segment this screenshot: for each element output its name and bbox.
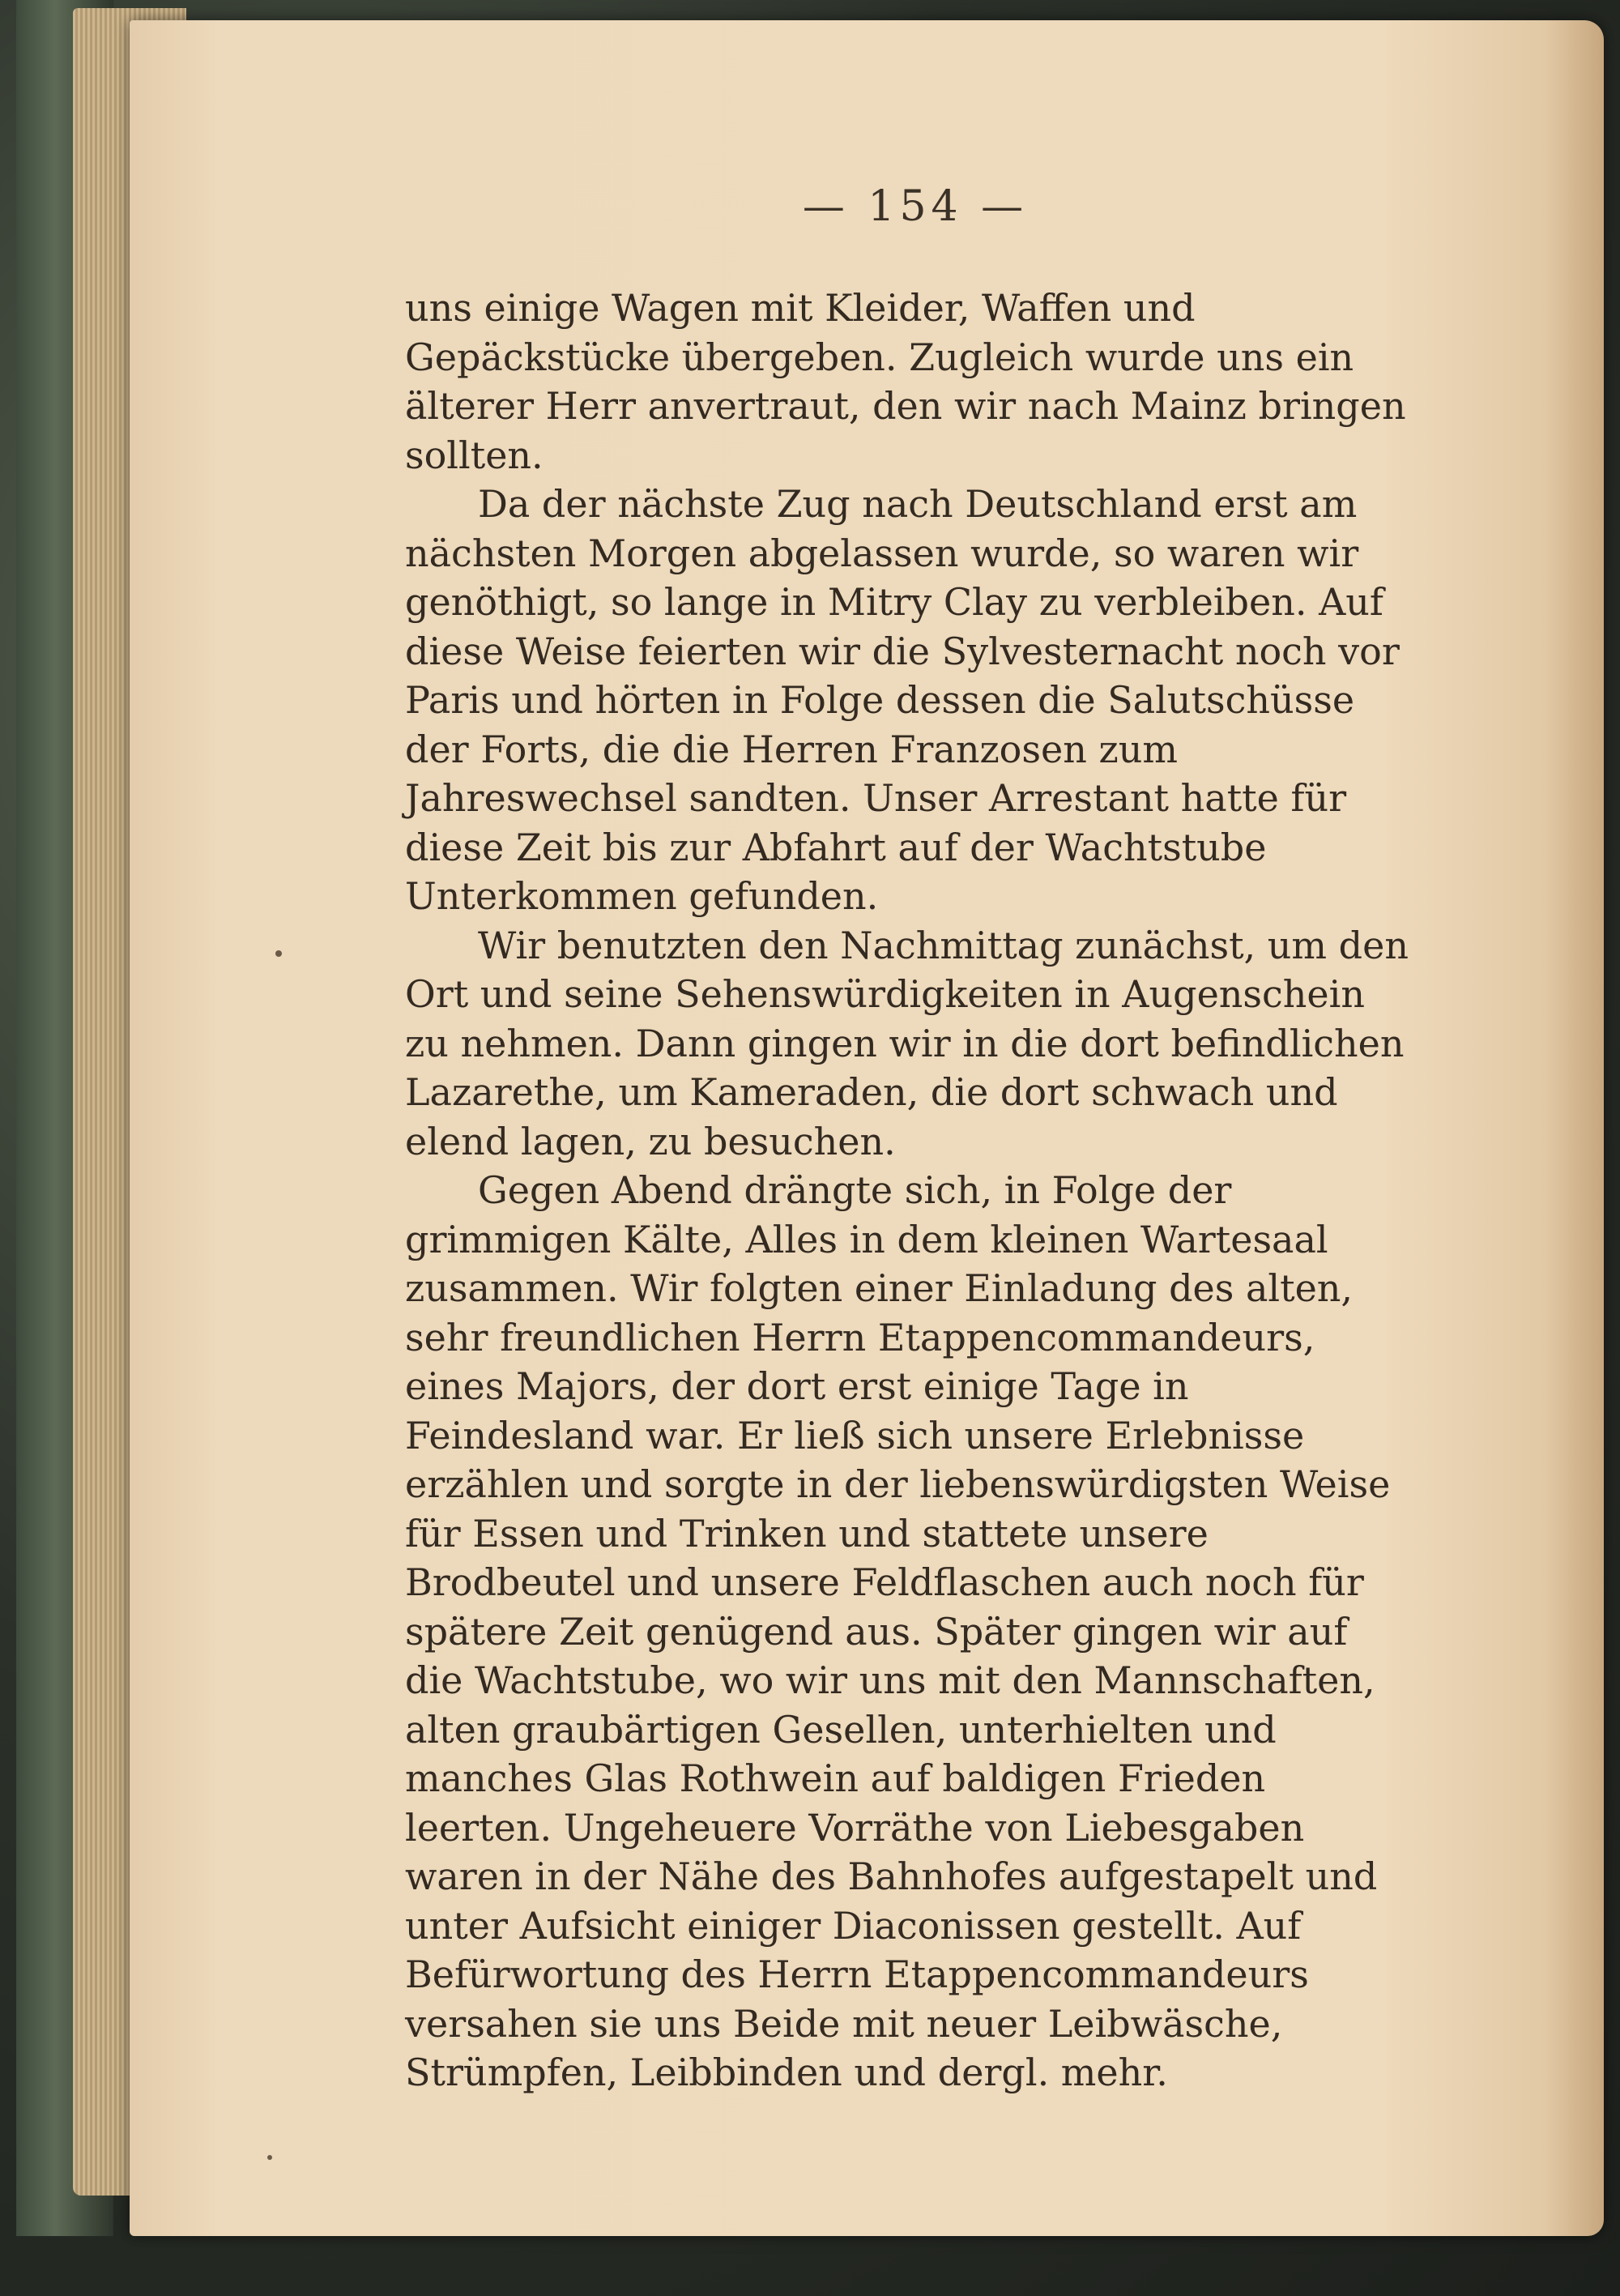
paper-speck: [267, 2155, 272, 2160]
page-number: — 154 —: [802, 182, 1029, 231]
paragraph-1: uns einige Wagen mit Kleider, Waffen und Gepäckstücke übergeben. Zugleich wurde uns ein älterer Herr anvertraut, den wir nach Mainz bringen sollten.: [405, 286, 1406, 477]
text-block: [405, 284, 1409, 2098]
paper-speck: [275, 950, 282, 957]
paragraph-2: Da der nächste Zug nach Deutschland erst am nächsten Morgen abgelassen wurde, so waren wir genöthigt, so lange in Mitry Clay zu verbleiben. Auf diese Weise feierten wir die Sylvesternacht noch vor Paris und hörten in Folge dessen die Salutschüsse der Forts, die die Herren Franzosen zum Jahreswechsel sandten. Unser Arrestant hatte für diese Zeit bis zur Abfahrt auf der Wachtstube Unterkommen gefunden.: [405, 482, 1400, 918]
paragraph-4: Gegen Abend drängte sich, in Folge der grimmigen Kälte, Alles in dem kleinen Wartesaal zusammen. Wir folgten einer Einladung des alten, sehr freundlichen Herrn Etappencommandeurs, eines Majors, der dort erst einige Tage in Feindesland war. Er ließ sich unsere Erlebnisse erzählen und sorgte in der liebenswürdigsten Weise für Essen und Trinken und stattete unsere Brodbeutel und unsere Feldflaschen auch noch für spätere Zeit genügend aus. Später gingen wir auf die Wachtstube, wo wir uns mit den Mannschaften, alten graubärtigen Gesellen, unterhielten und manches Glas Rothwein auf baldigen Frieden leerten. Ungeheuere Vorräthe von Liebesgaben waren in der Nähe des Bahnhofes aufgestapelt und unter Aufsicht einiger Diaconissen gestellt. Auf Befürwortung des Herrn Etappencommandeurs versahen sie uns Beide mit neuer Leibwäsche, Strümpfen, Leibbinden und dergl. mehr.: [405, 1168, 1391, 2094]
paragraph-3: Wir benutzten den Nachmittag zunächst, um den Ort und seine Sehenswürdigkeiten in Augenschein zu nehmen. Dann gingen wir in die dort befindlichen Lazarethe, um Kameraden, die dort schwach und elend lagen, zu besuchen.: [405, 923, 1409, 1163]
